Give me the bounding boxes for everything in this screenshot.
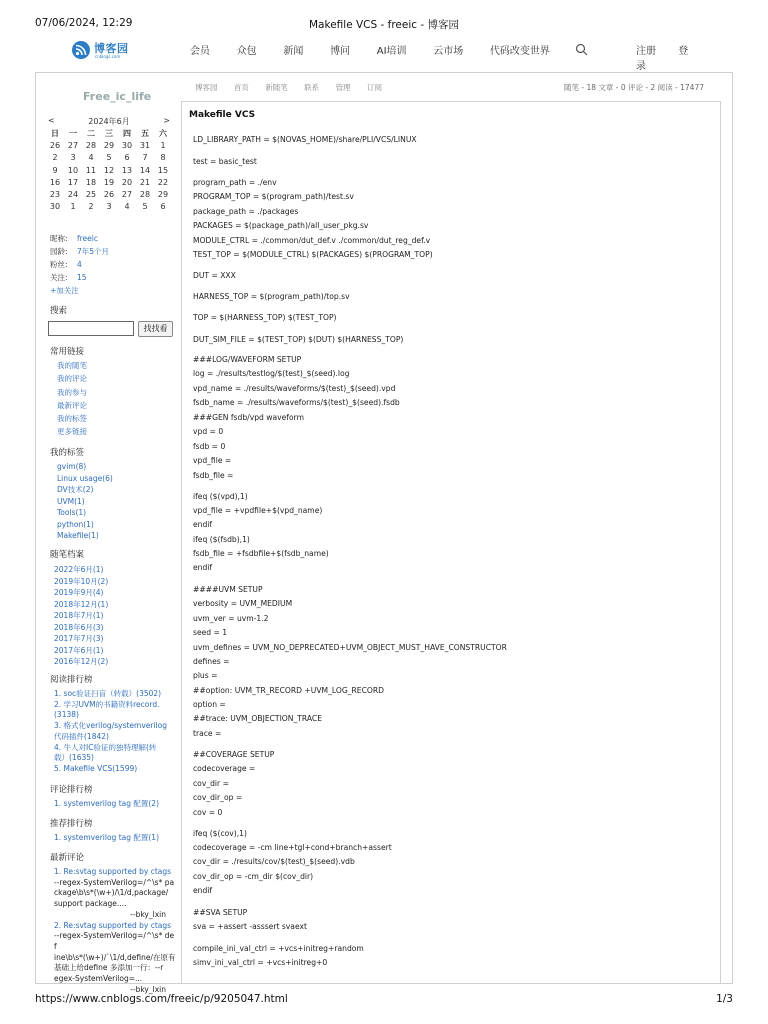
calendar-day: 22 (157, 177, 169, 187)
tag-list (57, 461, 113, 542)
read-rank-title: 阅读排行榜 (50, 675, 93, 685)
code-line: vpd_file = (193, 456, 232, 465)
code-line: ###LOG/WAVEFORM SETUP (193, 355, 302, 364)
link-my-tags[interactable]: 我的标签 (57, 414, 87, 424)
read-rank-item[interactable]: 代码插件(1842) (54, 731, 109, 741)
search-input[interactable] (48, 321, 134, 336)
recommend-rank-item[interactable]: 1. systemverilog tag 配置(1) (54, 833, 159, 842)
code-line: endif (193, 886, 213, 895)
calendar-week (46, 189, 172, 201)
profile-info (50, 232, 109, 297)
code-line: package_path = ./packages (193, 207, 299, 216)
code-line: option = (193, 700, 226, 709)
calendar-day: 27 (67, 141, 79, 151)
nav-item-cloud-market[interactable]: 云市场 (433, 46, 464, 57)
code-line: ##COVERAGE SETUP (193, 750, 275, 759)
calendar-day: 4 (124, 202, 130, 212)
calendar-day: 13 (121, 165, 133, 175)
code-line: vpd = 0 (193, 427, 224, 436)
archive-item[interactable]: 2018年7月(1) (54, 611, 104, 620)
calendar-day: 23 (49, 189, 61, 199)
tag-item[interactable]: python(1) (57, 519, 94, 529)
code-line: ##option: UVM_TR_RECORD +UVM_LOG_RECORD (193, 686, 384, 695)
link-my-comments[interactable]: 我的评论 (57, 374, 87, 384)
print-datetime: 07/06/2024, 12:29 (35, 17, 133, 29)
archive-item[interactable]: 2017年7月(3) (54, 634, 104, 643)
archive-item[interactable]: 2018年6月(3) (54, 622, 104, 632)
code-line: ifeq ($(vpd),1) (193, 492, 248, 501)
weekday: 五 (141, 129, 149, 138)
calendar-week (46, 140, 172, 152)
comment-rank-item[interactable]: 1. systemverilog tag 配置(2) (54, 799, 159, 808)
calendar-day: 19 (103, 177, 115, 187)
comment-item (54, 867, 176, 921)
follow-label: 关注: (50, 273, 68, 282)
code-line: TOP = $(HARNESS_TOP) $(TEST_TOP) (193, 313, 337, 322)
comment-body-line: ine\b\s*(\w+)/`\1/d,define/在原有 (54, 952, 176, 962)
calendar-day: 24 (67, 189, 79, 199)
comment-title[interactable]: 2. Re:svtag supported by ctags (54, 920, 172, 930)
search-icon[interactable] (575, 41, 588, 60)
code-line: verbosity = UVM_MEDIUM (193, 599, 293, 608)
calendar-prev-button[interactable]: < (48, 116, 55, 125)
blog-nav (195, 82, 396, 93)
code-line: DUT_SIM_FILE = $(TEST_TOP) $(DUT) $(HARNESS_TOP) (193, 335, 404, 344)
archive-item[interactable]: 2017年6月(1) (54, 645, 104, 655)
read-rank-item[interactable]: 2. 学习UVM的书籍资料record. (54, 699, 160, 709)
archive-item[interactable]: 2022年6月(1) (54, 565, 104, 574)
add-follow-link[interactable]: +加关注 (50, 286, 79, 295)
code-line: vpd_file = +vpdfile+$(vpd_name) (193, 506, 323, 515)
code-line: HARNESS_TOP = $(program_path)/top.sv (193, 292, 350, 301)
code-line: uvm_ver = uvm-1.2 (193, 614, 269, 623)
calendar-weekdays (46, 128, 172, 140)
logo-text: 博客园 (94, 42, 129, 55)
code-line: PROGRAM_TOP = $(program_path)/test.sv (193, 192, 354, 201)
auth-links (636, 42, 700, 72)
archive-list (54, 564, 108, 668)
read-rank-list (54, 689, 176, 775)
print-footer (35, 993, 733, 1007)
code-line: program_path = ./env (193, 178, 277, 187)
calendar-week (46, 201, 172, 213)
tag-item[interactable]: Linux usage(6) (57, 473, 113, 483)
calendar-day: 4 (88, 153, 94, 163)
calendar-day: 3 (106, 202, 112, 212)
code-line: test = basic_test (193, 157, 257, 166)
login-link[interactable]: 登录 (636, 46, 689, 72)
comment-item (54, 921, 176, 996)
fans-label: 粉丝: (50, 260, 68, 269)
tag-item[interactable]: UVM(1) (57, 496, 85, 506)
code-line: ifeq ($(cov),1) (193, 829, 247, 838)
logo-rss-icon (72, 41, 90, 59)
code-line: cov_dir = (193, 779, 229, 788)
code-line: compile_ini_val_ctrl = +vcs+initreg+random (193, 944, 364, 953)
calendar-day: 9 (52, 165, 58, 175)
code-line: cov_dir_op = -cm_dir $(cov_dir) (193, 872, 314, 881)
code-line: ###GEN fsdb/vpd waveform (193, 413, 304, 422)
calendar-day: 30 (121, 141, 133, 151)
weekday: 二 (87, 129, 95, 138)
code-line: ifeq ($(fsdb),1) (193, 535, 250, 544)
weekday: 一 (69, 129, 77, 138)
code-line: MODULE_CTRL = ./common/dut_def.v ./common/dut_reg_def.v (193, 236, 431, 245)
follow-value[interactable]: 15 (77, 273, 87, 282)
weekday: 三 (105, 129, 113, 138)
calendar-day: 5 (142, 202, 148, 212)
link-latest-comments[interactable]: 最新评论 (57, 400, 87, 410)
code-line: simv_ini_val_ctrl = +vcs+initreg+0 (193, 958, 328, 967)
calendar-day: 30 (49, 202, 61, 212)
recent-comments-list (54, 867, 176, 995)
calendar-day: 1 (160, 141, 166, 151)
age-label: 园龄: (50, 247, 68, 256)
nav-item-member[interactable]: 会员 (190, 46, 210, 57)
links-section-title: 常用链接 (50, 347, 85, 357)
code-line: endif (193, 520, 213, 529)
recommend-rank-list (54, 833, 176, 844)
calendar-week (46, 177, 172, 189)
calendar-week (46, 165, 172, 177)
link-more[interactable]: 更多链接 (57, 427, 87, 437)
calendar-next-button[interactable]: > (163, 116, 170, 125)
read-rank-item[interactable]: 5. Makefile VCS(1599) (54, 763, 138, 773)
archive-section-title: 随笔档案 (50, 550, 85, 560)
code-line: fsdb_file = +fsdbfile+$(fsdb_name) (193, 549, 329, 558)
blog-nav-cnblogs[interactable]: 博客园 (195, 83, 218, 92)
code-line: endif (193, 563, 213, 572)
blog-nav-contact[interactable]: 联系 (304, 83, 320, 92)
nickname-label: 昵称: (50, 234, 68, 243)
tag-item[interactable]: Makefile(1) (57, 531, 99, 540)
calendar-day: 7 (142, 153, 148, 163)
comment-rank-list (54, 799, 176, 810)
code-line: fsdb_name = ./results/waveforms/$(test)_$(seed).fsdb (193, 398, 400, 407)
code-line: DUT = XXX (193, 271, 236, 280)
code-line: PACKAGES = $(package_path)/all_user_pkg.sv (193, 221, 369, 230)
calendar-day: 29 (157, 189, 169, 199)
recommend-rank-title: 推荐排行榜 (50, 819, 93, 829)
calendar-day: 6 (124, 153, 130, 163)
archive-item[interactable]: 2018年12月(1) (54, 599, 109, 609)
calendar-day: 21 (139, 177, 151, 187)
comment-author: --bky_lxin (130, 909, 166, 919)
read-rank-item[interactable]: 4. 牛人对IC验证的独特理解(转 (54, 742, 157, 752)
calendar-day: 8 (160, 153, 166, 163)
archive-item[interactable]: 2019年9月(4) (54, 588, 104, 597)
code-line: log = ./results/testlog/$(test)_$(seed).log (193, 369, 350, 378)
calendar-day: 29 (103, 141, 115, 151)
nav-item-questions[interactable]: 博问 (330, 46, 351, 57)
calendar-day: 26 (49, 141, 61, 151)
comment-body-line: egex-SystemVerilog=... (54, 974, 143, 984)
calendar-day: 6 (160, 202, 166, 212)
code-line: sva = +assert -asssert svaext (193, 922, 307, 931)
weekday: 日 (51, 129, 59, 138)
print-title: Makefile VCS - freeic - 博客园 (309, 19, 459, 31)
search-button[interactable]: 找找看 (138, 321, 173, 337)
blog-nav-home[interactable]: 首页 (233, 83, 249, 92)
calendar-day: 16 (49, 177, 61, 187)
calendar-day: 28 (139, 189, 151, 199)
calendar-day: 27 (121, 189, 133, 199)
calendar-day: 5 (106, 153, 112, 163)
fans-value[interactable]: 4 (77, 260, 82, 269)
weekday: 四 (123, 129, 131, 138)
comment-body-line: support package.... (54, 899, 127, 909)
search-section-title: 搜索 (50, 306, 68, 316)
blog-nav-subscribe[interactable]: 订阅 (366, 83, 382, 92)
common-links (57, 359, 87, 439)
code-line: ##SVA SETUP (193, 908, 248, 917)
comment-body-line: --regex-SystemVerilog=/^\s* def (54, 931, 175, 951)
print-header (35, 17, 733, 31)
recent-comments-title: 最新评论 (50, 853, 85, 863)
blog-stats: 随笔 - 18 文章 - 0 评论 - 2 阅读 - 17477 (564, 83, 704, 92)
read-rank-item[interactable]: (3138) (54, 710, 79, 720)
tags-section-title: 我的标签 (50, 448, 85, 458)
code-line: vpd_name = ./results/waveforms/$(test)_$(seed).vpd (193, 384, 396, 393)
nav-item-news[interactable]: 新闻 (283, 46, 304, 57)
calendar-day: 18 (85, 177, 97, 187)
code-line: plus = (193, 671, 218, 680)
calendar-month: 2024年6月 (88, 117, 130, 126)
tag-item[interactable]: Tools(1) (57, 508, 87, 517)
comment-body-line: 基础上给define 多添加一行：--r (54, 963, 164, 973)
code-line: fsdb_file = (193, 471, 234, 480)
comment-body-line: --regex-SystemVerilog=/^\s* pa (54, 877, 175, 887)
blog-nav-manage[interactable]: 管理 (335, 83, 351, 92)
age-value[interactable]: 7年5个月 (77, 247, 110, 256)
nickname-value[interactable]: freeic (77, 234, 98, 243)
calendar-day: 25 (85, 189, 97, 199)
archive-item[interactable]: 2016年12月(2) (54, 657, 109, 666)
read-rank-item[interactable]: 1. soc验证扫盲（转载）(3502) (54, 689, 162, 698)
main-nav (190, 42, 573, 57)
blog-title[interactable]: Free_ic_life (83, 90, 152, 103)
code-line: ####UVM SETUP (193, 585, 263, 594)
calendar-day: 2 (88, 202, 94, 212)
print-page-number: 1/3 (716, 993, 733, 1005)
calendar-day: 17 (67, 177, 79, 187)
register-link[interactable]: 注册 (636, 46, 656, 57)
calendar-day: 3 (70, 153, 76, 163)
tag-item[interactable]: gvim(8) (57, 462, 87, 471)
code-line: defines = (193, 657, 230, 666)
read-rank-item[interactable]: 3. 格式化verilog/systemverilog (54, 721, 167, 731)
comment-body-line: ckage\b\s*(\w+)/\1/d,package/ (54, 888, 169, 898)
calendar-day: 2 (52, 153, 58, 163)
read-rank-item[interactable]: 载）(1635) (54, 753, 94, 763)
logo-sub: cnblogs.com (95, 54, 121, 59)
cnblogs-logo[interactable] (72, 40, 132, 62)
print-url: https://www.cnblogs.com/freeic/p/9205047.html (35, 993, 288, 1005)
nav-item-code-changes-world[interactable]: 代码改变世界 (489, 46, 550, 57)
nav-item-ai-training[interactable]: AI培训 (376, 46, 407, 57)
code-line: codecoverage = -cm line+tgl+cond+branch+assert (193, 843, 392, 852)
code-line: TEST_TOP = $(MODULE_CTRL) $(PACKAGES) $(PROGRAM_TOP) (193, 250, 433, 259)
calendar-day: 31 (139, 141, 151, 151)
calendar-days (46, 140, 172, 213)
comment-title[interactable]: 1. Re:svtag supported by ctags (54, 867, 172, 876)
calendar-day: 14 (139, 165, 151, 175)
code-line: cov_dir_op = (193, 793, 243, 802)
link-my-participation[interactable]: 我的参与 (57, 387, 87, 397)
weekday: 六 (159, 129, 167, 138)
code-line: cov_dir = ./results/cov/$(test)_$(seed).vdb (193, 857, 355, 866)
comment-author: --bky_lxin (130, 984, 166, 994)
link-my-posts[interactable]: 我的随笔 (57, 361, 87, 370)
tag-item[interactable]: DV技术(2) (57, 485, 94, 494)
calendar-day: 1 (70, 202, 76, 212)
code-line: seed = 1 (193, 628, 228, 637)
site-nav (70, 36, 700, 72)
calendar-day: 10 (67, 165, 79, 175)
calendar-day: 12 (103, 165, 115, 175)
archive-item[interactable]: 2019年10月(2) (54, 576, 109, 586)
code-line: codecoverage = (193, 764, 256, 773)
calendar-day: 26 (103, 189, 115, 199)
calendar-day: 28 (85, 141, 97, 151)
code-line: trace = (193, 729, 222, 738)
post-title[interactable]: Makefile VCS (189, 110, 256, 120)
code-line: LD_LIBRARY_PATH = $(NOVAS_HOME)/share/PLI/VCS/LINUX (193, 135, 417, 144)
code-line: uvm_defines = UVM_NO_DEPRECATED+UVM_OBJECT_MUST_HAVE_CONSTRUCTOR (193, 643, 507, 652)
code-line: cov = 0 (193, 808, 223, 817)
calendar-week (46, 152, 172, 164)
calendar-day: 11 (85, 165, 97, 175)
nav-item-crowdsource[interactable]: 众包 (236, 46, 257, 57)
code-line: fsdb = 0 (193, 442, 226, 451)
code-line: ##trace: UVM_OBJECTION_TRACE (193, 714, 323, 723)
blog-nav-new-post[interactable]: 新随笔 (265, 83, 288, 92)
comment-rank-title: 评论排行榜 (50, 785, 93, 795)
calendar-day: 15 (157, 165, 169, 175)
calendar-day: 20 (121, 177, 133, 187)
calendar (46, 116, 172, 213)
